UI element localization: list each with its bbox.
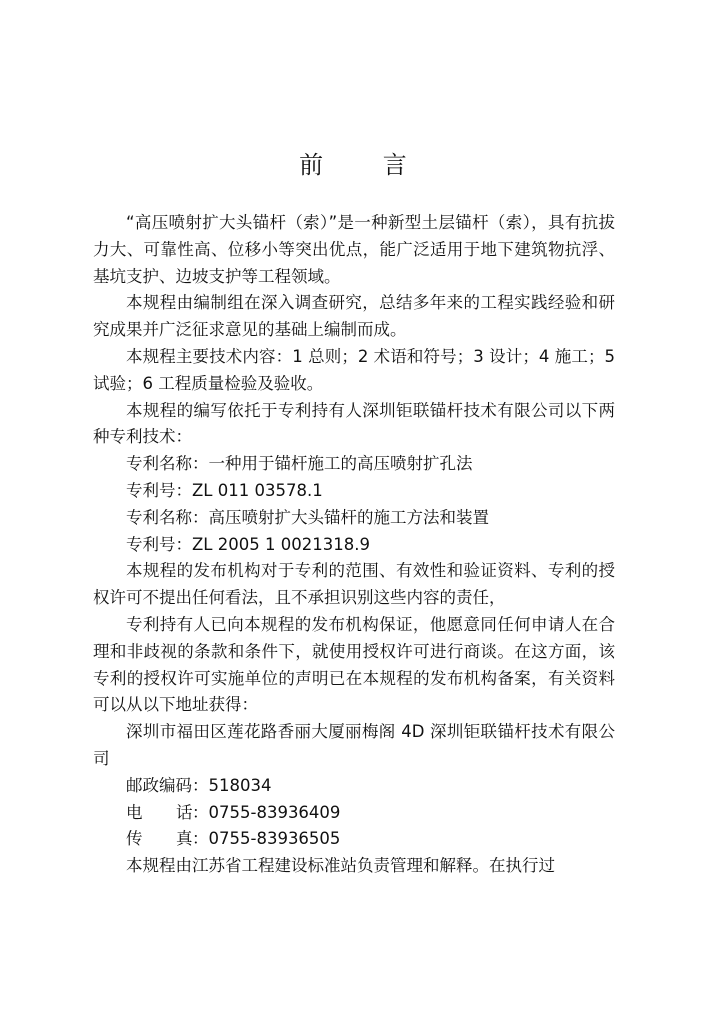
phone-label	[126, 800, 192, 827]
paragraph-intro: “高压喷射扩大头锚杆（索）”是一种新型土层锚杆（索），具有抗拔力大、可靠性高、位移小等突出优点，能广泛适用于地下建筑物抗浮、基坑支护、边坡支护等工程领域。	[93, 213, 615, 286]
fax-label	[126, 826, 192, 853]
phone-label-char-2: 话	[176, 802, 193, 822]
contact-phone	[93, 800, 615, 827]
patent-number-1: 专利号：ZL 011 03578.1	[126, 480, 323, 500]
paragraph-closing: 本规程由江苏省工程建设标准站负责管理和解释。在执行过	[126, 856, 555, 876]
fax-label-char-1: 传	[126, 829, 143, 849]
fax-label-char-2: 真	[176, 829, 193, 849]
patent-name-1: 专利名称：一种用于锚杆施工的高压喷射扩孔法	[126, 454, 473, 474]
paragraph-address: 深圳市福田区莲花路香丽大厦丽梅阁 4D 深圳钜联锚杆技术有限公司	[93, 722, 615, 768]
phone-value: ：0755-83936409	[192, 802, 341, 822]
paragraph-compilation: 本规程由编制组在深入调查研究，总结多年来的工程实践经验和研究成果并广泛征求意见的基础上编制而成。	[93, 293, 615, 340]
patent-name-2: 专利名称：高压喷射扩大头锚杆的施工方法和装置	[126, 507, 489, 527]
postcode-label: 邮政编码	[126, 775, 192, 795]
paragraph-disclaimer: 本规程的发布机构对于专利的范围、有效性和验证资料、专利的授权许可不提出任何看法，且不承担识别这些内容的责任，	[93, 561, 615, 608]
postcode-value: ：518034	[192, 775, 272, 795]
page-title: 前 言	[299, 151, 433, 179]
paragraph-patent-basis: 本规程的编写依托于专利持有人深圳钜联锚杆技术有限公司以下两种专利技术：	[93, 400, 615, 447]
contact-postcode	[93, 773, 615, 800]
paragraph-contents: 本规程主要技术内容：1 总则；2 术语和符号；3 设计；4 施工；5 试验；6 工程质量检验及验收。	[93, 346, 615, 393]
body-text	[93, 210, 615, 880]
phone-label-char-1: 电	[126, 802, 143, 822]
patent-number-2: 专利号：ZL 2005 1 0021318.9	[126, 534, 370, 554]
fax-value: ：0755-83936505	[192, 829, 341, 849]
contact-fax	[93, 826, 615, 853]
paragraph-patent-holder: 专利持有人已向本规程的发布机构保证，他愿意同任何申请人在合理和非歧视的条款和条件下，就使用授权许可进行商谈。在这方面，该专利的授权许可实施单位的声明已在本规程的发布机构备案，有关资料可以从以下地址获得：	[93, 614, 615, 715]
